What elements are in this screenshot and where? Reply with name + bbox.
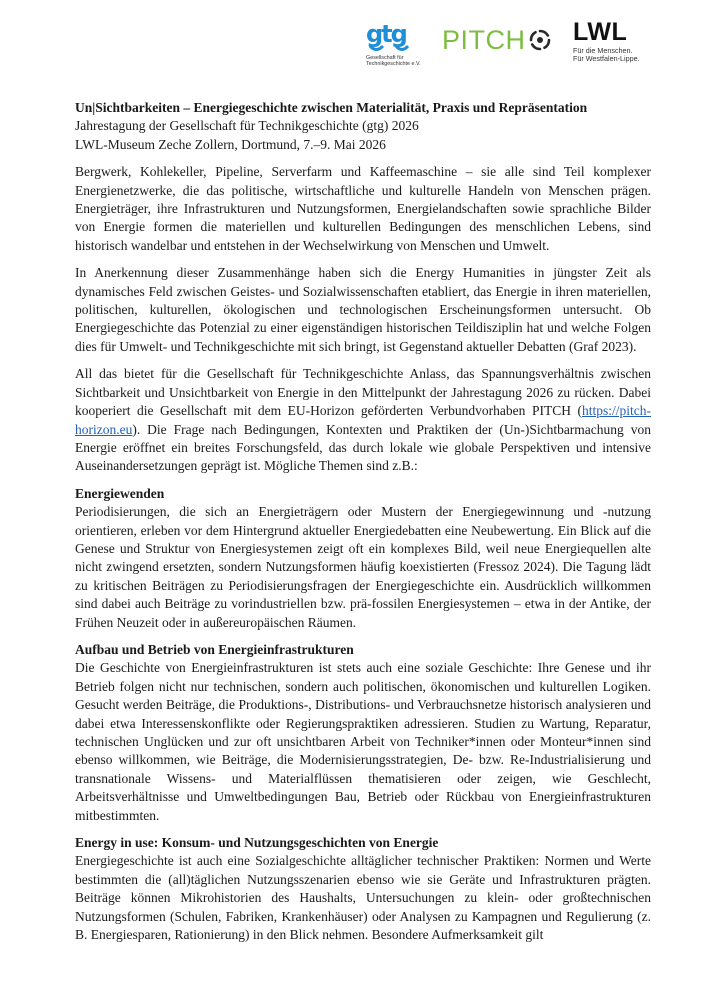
intro-paragraph-3-text-before: All das bietet für die Gesellschaft für Technikgeschichte Anlass, das Spannungsverhältnis zwischen Sichtbarkeit und Unsichtbarkeit von Energie in den Mittelpunkt der Jahrestagung 2026 zu rücken. Dabei kooperiert die Gesellschaft mit dem EU-Horizon geförderten Verbundvorhaben PITCH ( (75, 366, 651, 419)
section-heading-energy-in-use: Energy in use: Konsum- und Nutzungsgeschichten von Energie (75, 835, 439, 851)
section-text-energiewenden: Periodisierungen, die sich an Energieträgern oder Mustern der Energiegewinnung und -nutzung orientieren, erleben vor dem Hintergrund aktueller Energiedebatten eine Neubewertung. Ein Blick auf die Genese und Struktur von Energiesystemen zeigt oft ein komplexes Bild, weil neue Energiequellen alte nicht zwingend ersetzten, sondern Nutzungsformen häufig koexistierten (Fressoz 2024). Die Tagung lädt zu kritischen Beiträgen zu Periodisierungsfragen der Energiegeschichte ein. Ausdrücklich willkommen sind dabei auch Beiträge zu vorindustriellen bzw. prä-fossilen Energiesystemen – etwa in der Antike, der Frühen Neuzeit oder in außereuropäischen Räumen. (75, 504, 651, 630)
lwl-logo-text: LWL (573, 18, 628, 46)
pitch-logo-text: PITCH (442, 25, 526, 55)
gtg-logo (366, 20, 438, 76)
gtg-logo-mark (366, 20, 410, 54)
pitch-logo (442, 24, 552, 56)
pitch-website-link[interactable]: https://pitch-horizon.eu (75, 403, 651, 437)
document-body (75, 99, 651, 944)
intro-paragraph-3 (75, 365, 651, 475)
document-title: Un|Sichtbarkeiten – Energiegeschichte zwischen Materialität, Praxis und Repräsentation (75, 100, 588, 115)
lwl-tagline-line1: Für die Menschen. (573, 46, 633, 55)
gtg-caption-line2: Technikgeschichte e.V. (366, 61, 421, 68)
gtg-caption-line1: Gesellschaft für (366, 55, 404, 61)
intro-paragraph-3-text-after: ). Die Frage nach Bedingungen, Kontexten und Praktiken der (Un-)Sichtbarmachung von Energie eröffnet ein breites Forschungsfeld, das durch lokale wie globale Perspektiven und intensive Auseinandersetzungen geprägt ist. Mögliche Themen sind z.B.: (75, 421, 651, 474)
section-heading-infrastrukturen: Aufbau und Betrieb von Energieinfrastrukturen (75, 641, 354, 657)
section-text-infrastrukturen: Die Geschichte von Energieinfrastrukturen ist stets auch eine soziale Geschichte: Ihre Genese und ihr Betrieb folgen nicht nur technischen, sondern auch politischen, ökonomischen und kulturellen Logiken. Gesucht werden Beiträge, die Produktions-, Distributions- und Verbrauchsnetze historisch analysieren und dabei etwa Interessenskonflikte oder Regierungspraktiken adressieren. Studien zu Wartung, Reparatur, technischen Unglücken und zur oft unsichtbaren Arbeit von Techniker*innen oder Monteur*innen sind ebenso willkommen, wie Beiträge, die Modernisierungsstrategien, De- bzw. Re-Industrialisierung und transnationale Wissens- und Materialflüssen thematisieren oder zeigen, wie Geschlecht, Arbeitsverhältnisse und Umweltbedingungen Bau, Betrieb oder Rückbau von Energieinfrastrukturen mitbestimmten. (75, 660, 651, 823)
intro-paragraph-2: In Anerkennung dieser Zusammenhänge haben sich die Energy Humanities in jüngster Zeit als dynamisches Feld zwischen Geistes- und Sozialwissenschaften etabliert, das Energie in ihren materiellen, politischen, kulturellen, ökologischen und technologischen Erscheinungsformen untersucht. Ob Energiegeschichte das Potenzial zu einer eigenständigen historischen Teildisziplin hat und welche Folgen dies für Umwelt- und Technikgeschichte mit sich bringt, ist Gegenstand aktueller Debatten (Graf 2023). (75, 265, 651, 354)
lwl-tagline-line2: Für Westfalen-Lippe. (573, 54, 640, 64)
conference-venue: LWL-Museum Zeche Zollern, Dortmund, 7.–9. Mai 2026 (75, 136, 386, 152)
gtg-logo-lettering: gtg (366, 20, 406, 48)
section-heading-energiewenden: Energiewenden (75, 485, 165, 501)
intro-paragraph-1: Bergwerk, Kohlekeller, Pipeline, Serverfarm und Kaffeemaschine – sie alle sind Teil komplexer Energienetzwerke, die das politische, wirtschaftliche und kulturelle Handeln von Menschen prägen. Energieträger, ihre Infrastrukturen und Nutzungsformen, Energielandschaften sowie sprachliche Bilder von Energie formen die materiellen und kulturellen Bedingungen des menschlichen Lebens, sind historisch wandelbar und entstehen in der Wechselwirkung von Menschen und Umwelt. (75, 164, 651, 253)
section-text-energy-in-use: Energiegeschichte ist auch eine Sozialgeschichte alltäglicher technischer Praktiken: Normen und Werte bestimmten die (all)täglichen Nutzungsszenarien ebenso wie sie Geräte und Infrastrukturen prägten. Beiträge können Mikrohistorien des Haushalts, Untersuchungen zu klein- oder großtechnischen Nutzungsformen (Schulen, Fabriken, Krankenhäuser) oder Analysen zu Kampagnen und Regulierung (z. B. Energiesparen, Rationierung) in den Blick nehmen. Besondere Aufmerksamkeit gilt (75, 853, 651, 943)
lwl-logo (573, 20, 673, 70)
pitch-swirl-icon (528, 28, 552, 52)
conference-subtitle: Jahrestagung der Gesellschaft für Technikgeschichte (gtg) 2026 (75, 118, 419, 134)
